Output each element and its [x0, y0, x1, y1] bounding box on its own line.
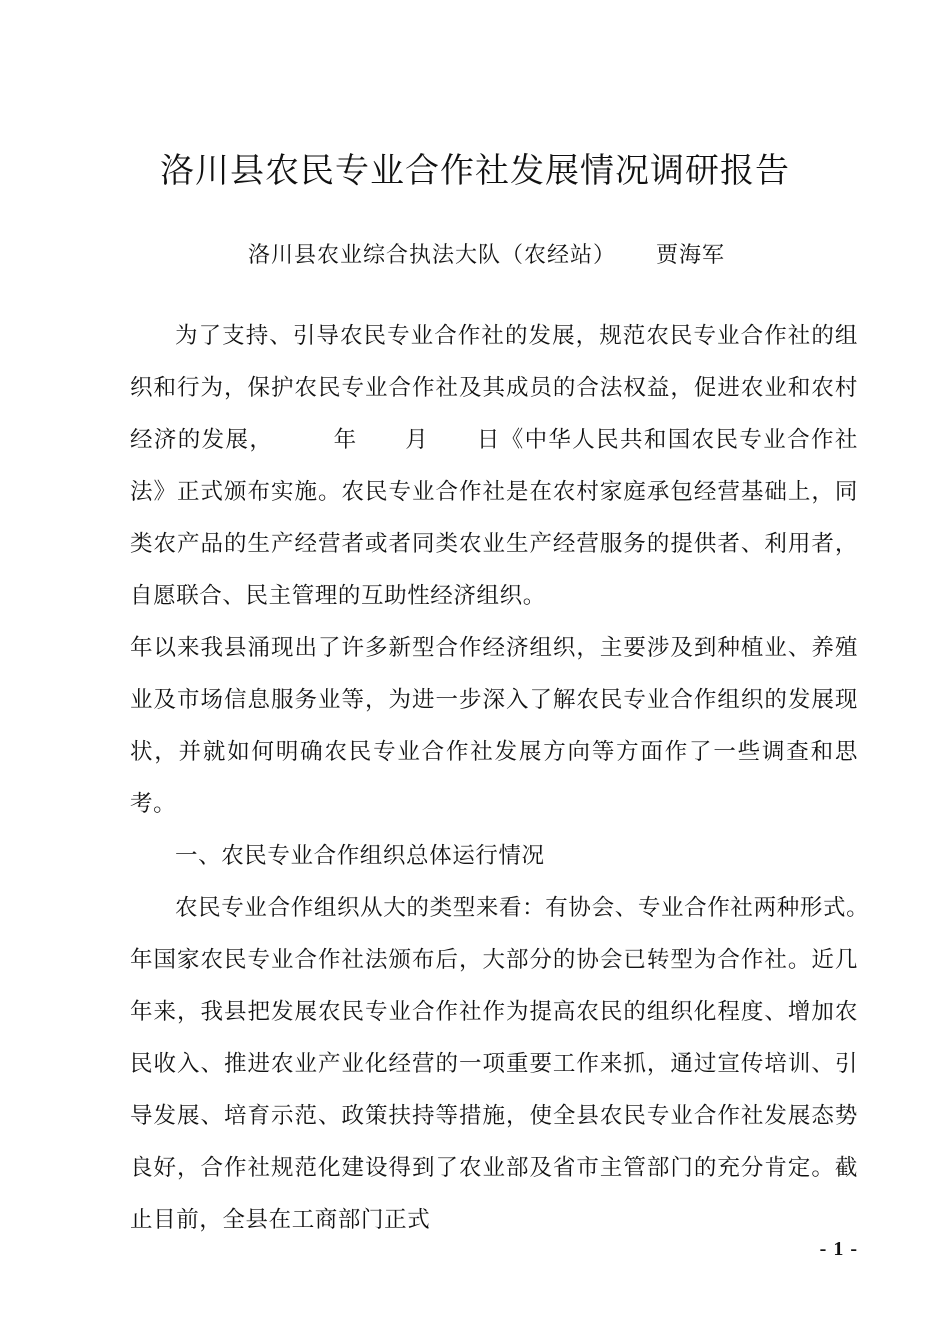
author-line [248, 238, 725, 274]
section-heading-1: 一、农民专业合作组织总体运行情况 [175, 843, 545, 869]
document-title: 洛川县农民专业合作社发展情况调研报告 [160, 151, 790, 191]
page-number: - 1 - [819, 1238, 858, 1260]
paragraph-2: 年以来我县涌现出了许多新型合作经济组织，主要涉及到种植业、养殖业及市场信息服务业等，为进一步深入了解农民专业合作组织的发展现状，并就如何明确农民专业合作社发展方向等方面作了一些调查和思考。 [130, 635, 858, 817]
author-organization: 洛川县农业综合执法大队（农经站） [248, 243, 617, 268]
author-name: 贾海军 [656, 243, 726, 268]
paragraph-3: 农民专业合作组织从大的类型来看：有协会、专业合作社两种形式。 年国家农民专业合作社法颁布后，大部分的协会已转型为合作社。近几年来，我县把发展农民专业合作社作为提高农民的组织化程度、增加农民收入、推进农业产业化经营的一项重要工作来抓，通过宣传培训、引导发展、培育示范、政策扶持等措施，使全县农民专业合作社发展态势良好，合作社规范化建设得到了农业部及省市主管部门的充分肯定。截止目前，全县在工商部门正式 [130, 895, 928, 1233]
document-body [130, 310, 928, 1246]
paragraph-1: 为了支持、引导农民专业合作社的发展，规范农民专业合作社的组织和行为，保护农民专业合作社及其成员的合法权益，促进农业和农村经济的发展， 年 月 日《中华人民共和国农民专业合作社法》正式颁布实施。农民专业合作社是在农村家庭承包经营基础上，同类农产品的生产经营者或者同类农业生产经营服务的提供者、利用者，自愿联合、民主管理的互助性经济组织。 [130, 323, 858, 609]
